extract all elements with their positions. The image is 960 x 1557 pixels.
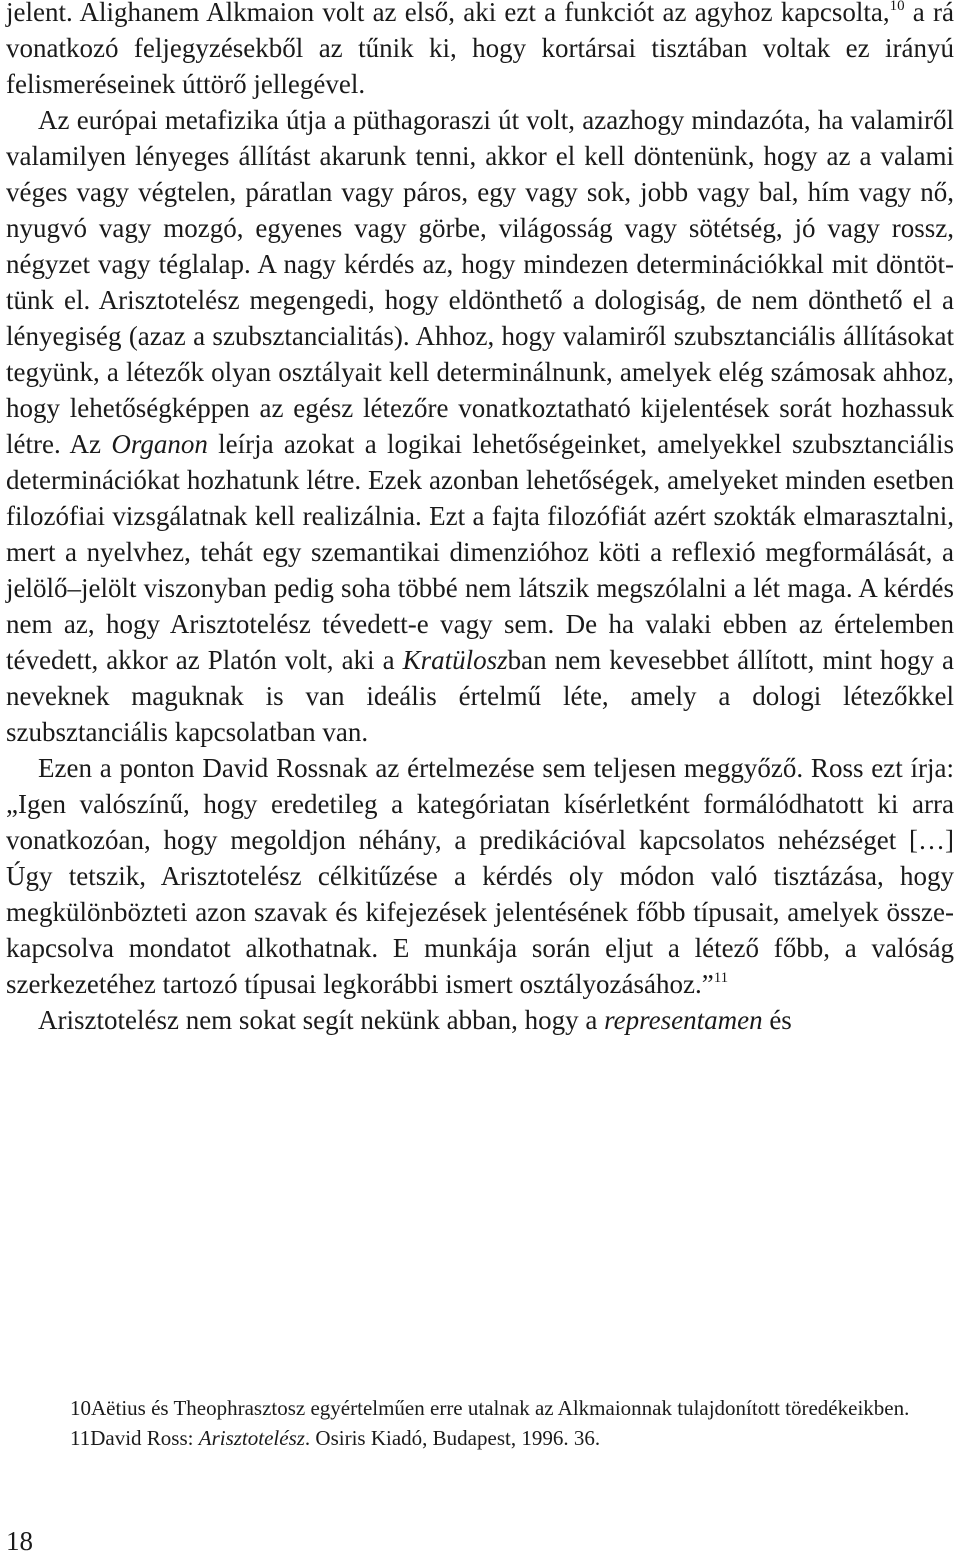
footnotes	[6, 1393, 954, 1453]
footnote-number: 11	[70, 1426, 91, 1450]
text-run: ban nem kevesebbet állított, mint hogy a neveknek maguknak is van ideális értelmű léte, amely a dologi létezőkkel szubsztanciális kapcsolatban van.	[6, 645, 954, 747]
paragraph	[6, 0, 954, 102]
text-run: Arisztotelész nem sokat segít nekünk abban, hogy a	[38, 1005, 605, 1035]
quotation: Ezen a ponton David Rossnak az értelmezése sem teljesen meggyőző. Ross ezt írja: „Igen valószínű, hogy eredetileg a kategóriatan kísérletként formálódhatott ki arra vonatkozóan, hogy megoldjon néhány, a predikációval kapcsolatos nehézséget […] Úgy tetszik, Arisztotelész célkitűzése a kérdés oly módon való tisztázása, hogy megkülönbözteti azon szavak és kifejezések jelentésének főbb típusait, amelyek összekapcsolva mondatot alkothatnak. E munkája során eljut a létező főbb, a valóság szerkezetéhez tartozó típusai legkorábbi ismert osztályozásához.”	[6, 753, 954, 999]
footnote-reference: 11	[713, 970, 729, 986]
book-title: Kratülosz	[402, 645, 508, 675]
footnote	[6, 1393, 954, 1423]
footnote-text: David Ross:	[90, 1426, 199, 1450]
footnote-text: Aëtius és Theophrasztosz egyértelműen erre utalnak az Alkmaionnak tulajdonított töredékeikben.	[91, 1396, 910, 1420]
page-number: 18	[6, 1526, 33, 1556]
text-run: leírja azokat a logikai lehetőségeinket, amelyekkel szubsztanciális determinációkat hozhatunk létre. Ezek azonban lehetőségek, amelyeket minden esetben filozófiai vizsgálatnak kell realizálnia. Ezt a fajta filozófiát azért szokták elmarasztalni, mert a nyelvhez, tehát egy szemantikai dimenzióhoz köti a reflexió megformálását, a jelölő–jelölt viszonyban pedig soha többé nem látszik megszólalni a lét maga. A kérdés nem az, hogy Arisztotelész tévedett-e vagy sem. De ha valaki ebben az értelemben tévedett, akkor az Platón volt, aki a	[6, 429, 954, 675]
text-run: a rá vonatkozó feljegyzésekből az tűnik ki, hogy kortársai tisztában voltak ez irányú felismeréseinek úttörő jellegével.	[6, 0, 954, 99]
paragraph	[6, 1002, 954, 1038]
book-title: Organon	[111, 429, 208, 459]
body-text	[6, 0, 954, 1038]
book-page	[6, 0, 954, 1038]
footnote-reference: 10	[889, 0, 905, 14]
footnote-number: 10	[70, 1396, 91, 1420]
italic-term: representamen	[604, 1005, 763, 1035]
paragraph	[6, 102, 954, 750]
footnote	[6, 1423, 954, 1453]
text-run: és	[762, 1005, 792, 1035]
paragraph	[6, 750, 954, 1002]
book-title: Arisztotelész	[198, 1426, 305, 1450]
text-run: jelent. Alighanem Alkmaion volt az első, aki ezt a funkciót az agyhoz kapcsolta,	[6, 0, 890, 27]
footnote-text: . Osiris Kiadó, Budapest, 1996. 36.	[304, 1426, 601, 1450]
text-run: Az európai metafizika útja a püthagoraszi út volt, azazhogy mindazóta, ha valamiről valamilyen lényeges állítást akarunk tenni, akkor el kell döntenünk, hogy az a valami véges vagy végtelen, páratlan vagy páros, egy vagy sok, jobb vagy bal, hím vagy nő, nyugvó vagy mozgó, egyenes vagy görbe, világosság vagy sötétség, jó vagy rossz, négyzet vagy téglalap. A nagy kérdés az, hogy mindezen determinációkkal mit döntöttünk el. Arisztotelész megengedi, hogy eldönthető a dologiság, de nem dönthető el a lényegiség (azaz a szubsztancialitás). Ahhoz, hogy valamiről szubsztanciális állításokat tegyünk, a létezők olyan osztályait kell determinálnunk, amelyek elég számosak ahhoz, hogy lehetőségképpen az egész létezőre vonatkoztatható kijelentések sorát hozhassuk létre. Az	[6, 105, 954, 459]
